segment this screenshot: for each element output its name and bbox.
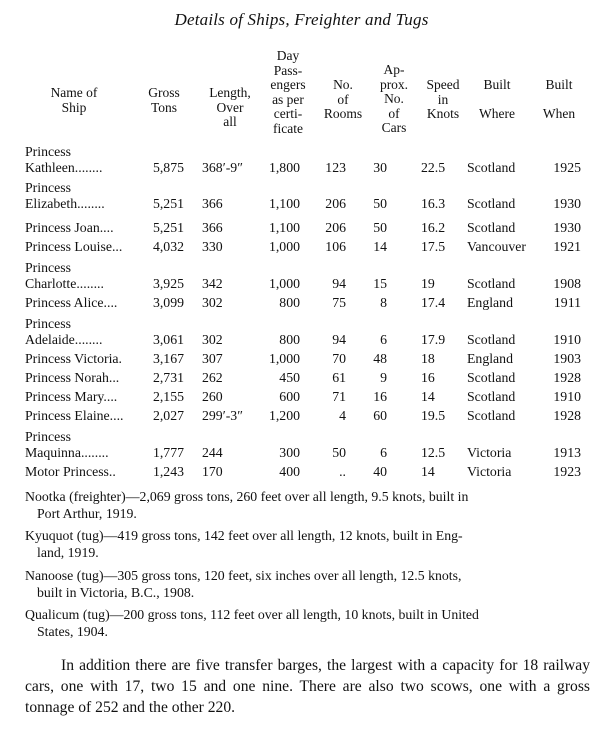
cell-length: 342 xyxy=(202,276,223,291)
cell-rooms: 70 xyxy=(332,351,346,366)
cell-speed: 12.5 xyxy=(421,445,446,460)
cell-rooms: 61 xyxy=(332,370,346,385)
cell-passengers: 1,200 xyxy=(268,408,300,423)
ship-name-prefix-text: Princess xyxy=(25,260,71,275)
cell-tons: 3,167 xyxy=(152,351,184,366)
note-item xyxy=(25,488,590,522)
ship-name: Princess Louise... xyxy=(25,239,123,254)
cell-where: Scotland xyxy=(467,408,516,423)
note-line: land, 1919. xyxy=(37,545,99,561)
cell-cars: 50 xyxy=(373,196,387,211)
cell-when: 1913 xyxy=(553,445,581,460)
cell-tons: 4,032 xyxy=(152,239,184,254)
ship-name: Princess Victoria. xyxy=(25,351,123,366)
cell-tons: 1,777 xyxy=(152,445,184,460)
cell-speed: 17.5 xyxy=(421,239,446,254)
cell-cars: 8 xyxy=(380,295,387,310)
header-line: When xyxy=(542,106,576,122)
note-line: built in Victoria, B.C., 1908. xyxy=(37,585,195,601)
cell-speed: 14 xyxy=(421,464,435,479)
header-line: of xyxy=(337,91,349,107)
ship-name-prefix-text: Princess xyxy=(25,429,71,444)
ship-name: Elizabeth........ xyxy=(25,196,105,211)
cell-rooms: 71 xyxy=(332,389,346,404)
cell-rooms: 106 xyxy=(325,239,346,254)
cell-length: 260 xyxy=(202,389,223,404)
cell-length: 170 xyxy=(202,464,223,479)
cell-rooms: 4 xyxy=(339,408,346,423)
header-line: Over xyxy=(216,99,244,115)
cell-tons: 2,731 xyxy=(152,370,184,385)
cell-passengers: 1,000 xyxy=(268,276,300,291)
cell-speed: 22.5 xyxy=(421,160,446,175)
header-rooms xyxy=(316,78,370,122)
cell-length: 366 xyxy=(202,196,223,211)
cell-when: 1911 xyxy=(553,295,581,310)
cell-length: 368′-9″ xyxy=(202,160,243,175)
cell-passengers: 600 xyxy=(279,389,300,404)
cell-rooms: 123 xyxy=(325,160,346,175)
cell-speed: 19 xyxy=(421,276,435,291)
header-line: as per xyxy=(272,91,304,107)
cell-tons: 5,251 xyxy=(152,196,184,211)
header-line: No. xyxy=(333,77,353,92)
cell-when: 1930 xyxy=(553,220,581,235)
cell-tons: 2,155 xyxy=(152,389,184,404)
cell-speed: 16.3 xyxy=(421,196,446,211)
cell-when: 1908 xyxy=(553,276,581,291)
header-line: Ship xyxy=(61,99,87,115)
cell-when: 1925 xyxy=(553,160,581,175)
cell-where: Scotland xyxy=(467,389,516,404)
closing-paragraph: In addition there are five transfer barges, the largest with a capacity for 18 railway cars, one with 17, two 15 and one nine. There are also two scows, one with a gross tonnage of 252 and the other 220. xyxy=(25,657,590,716)
cell-where: Victoria xyxy=(467,445,512,460)
page-title: Details of Ships, Freighter and Tugs xyxy=(174,10,429,29)
cell-rooms: 50 xyxy=(332,445,346,460)
note-line: Nanoose (tug)—305 gross tons, 120 feet, six inches over all length, 12.5 knots, xyxy=(25,568,462,583)
header-length xyxy=(200,86,260,130)
header-line: Tons xyxy=(150,99,178,115)
ship-name: Kathleen........ xyxy=(25,160,103,175)
header-line: No. xyxy=(384,91,404,107)
header-line: Built xyxy=(483,77,511,92)
note-line: Kyuquot (tug)—419 gross tons, 142 feet over all length, 12 knots, built in Eng- xyxy=(25,528,463,543)
header-line: Cars xyxy=(381,120,407,136)
cell-length: 299′-3″ xyxy=(202,408,243,423)
cell-rooms: 206 xyxy=(325,220,346,235)
cell-where: Scotland xyxy=(467,160,516,175)
note-line: States, 1904. xyxy=(37,624,108,640)
cell-cars: 16 xyxy=(373,389,387,404)
cell-passengers: 800 xyxy=(279,332,300,347)
header-where xyxy=(472,78,522,122)
cell-where: England xyxy=(467,351,513,366)
ship-name: Maquinna........ xyxy=(25,445,109,460)
cell-cars: 50 xyxy=(373,220,387,235)
cell-cars: 15 xyxy=(373,276,387,291)
ship-name: Princess Mary.... xyxy=(25,389,118,404)
cell-where: Scotland xyxy=(467,220,516,235)
header-line: prox. xyxy=(379,76,409,92)
ship-name: Motor Princess.. xyxy=(25,464,116,479)
cell-speed: 17.4 xyxy=(421,295,446,310)
cell-cars: 9 xyxy=(380,370,387,385)
header-line: Speed xyxy=(426,77,460,92)
ship-name: Princess Norah... xyxy=(25,370,120,385)
note-line: Nootka (freighter)—2,069 gross tons, 260 feet over all length, 9.5 knots, built in xyxy=(25,489,469,504)
cell-tons: 1,243 xyxy=(152,464,184,479)
cell-tons: 3,099 xyxy=(152,295,184,310)
cell-cars: 60 xyxy=(373,408,387,423)
cell-passengers: 1,000 xyxy=(268,239,300,254)
header-line: ficate xyxy=(273,120,303,136)
header-passengers xyxy=(262,49,314,137)
cell-cars: 48 xyxy=(373,351,387,366)
header-line: Built xyxy=(545,77,573,92)
ship-name-prefix-text: Princess xyxy=(25,144,71,159)
cell-where: Victoria xyxy=(467,464,512,479)
cell-passengers: 800 xyxy=(279,295,300,310)
cell-speed: 17.9 xyxy=(421,332,446,347)
header-line: engers xyxy=(270,77,306,93)
header-line: in xyxy=(437,91,449,107)
cell-rooms: .. xyxy=(339,464,346,479)
header-when xyxy=(534,78,584,122)
header-tons xyxy=(140,86,188,115)
cell-length: 244 xyxy=(202,445,223,460)
cell-rooms: 94 xyxy=(332,332,346,347)
header-line: Day xyxy=(276,48,300,63)
header-speed xyxy=(418,78,468,122)
ship-name-prefix-text: Princess xyxy=(25,316,71,331)
cell-tons: 2,027 xyxy=(152,408,184,423)
cell-length: 262 xyxy=(202,370,223,385)
cell-passengers: 450 xyxy=(279,370,300,385)
note-item xyxy=(25,527,590,561)
cell-speed: 16.2 xyxy=(421,220,446,235)
header-line: Gross xyxy=(148,85,180,100)
cell-tons: 3,061 xyxy=(152,332,184,347)
cell-speed: 16 xyxy=(421,370,435,385)
cell-speed: 14 xyxy=(421,389,435,404)
header-line: certi- xyxy=(273,106,303,122)
cell-where: Vancouver xyxy=(467,239,526,254)
cell-when: 1910 xyxy=(553,389,581,404)
header-line: Where xyxy=(479,106,515,122)
cell-passengers: 1,800 xyxy=(268,160,300,175)
header-line: Knots xyxy=(426,106,460,122)
cell-cars: 6 xyxy=(380,445,387,460)
cell-when: 1928 xyxy=(553,408,581,423)
cell-when: 1928 xyxy=(553,370,581,385)
cell-where: Scotland xyxy=(467,332,516,347)
ship-name: Princess Alice.... xyxy=(25,295,118,310)
note-item xyxy=(25,606,590,640)
note-line: Port Arthur, 1919. xyxy=(37,506,137,522)
cell-when: 1903 xyxy=(553,351,581,366)
cell-length: 307 xyxy=(202,351,223,366)
cell-length: 302 xyxy=(202,332,223,347)
ship-name: Princess Joan.... xyxy=(25,220,114,235)
header-line: Rooms xyxy=(323,106,363,122)
cell-passengers: 300 xyxy=(279,445,300,460)
cell-cars: 14 xyxy=(373,239,387,254)
cell-where: Scotland xyxy=(467,370,516,385)
cell-tons: 5,251 xyxy=(152,220,184,235)
note-item xyxy=(25,567,590,601)
cell-speed: 18 xyxy=(421,351,435,366)
header-name xyxy=(40,86,108,115)
cell-rooms: 75 xyxy=(332,295,346,310)
ship-name: Princess Elaine.... xyxy=(25,408,124,423)
cell-where: Scotland xyxy=(467,196,516,211)
cell-when: 1910 xyxy=(553,332,581,347)
cell-when: 1921 xyxy=(553,239,581,254)
ship-name: Adelaide........ xyxy=(25,332,103,347)
ship-name: Charlotte........ xyxy=(25,276,104,291)
header-line: Name of xyxy=(50,85,98,100)
cell-passengers: 1,100 xyxy=(268,220,300,235)
ship-name-prefix-text: Princess xyxy=(25,180,71,195)
header-line: Pass- xyxy=(273,62,303,78)
header-line: of xyxy=(388,105,400,121)
cell-passengers: 1,000 xyxy=(268,351,300,366)
header-cars xyxy=(372,63,416,136)
cell-length: 366 xyxy=(202,220,223,235)
cell-cars: 6 xyxy=(380,332,387,347)
cell-when: 1930 xyxy=(553,196,581,211)
cell-rooms: 94 xyxy=(332,276,346,291)
cell-where: England xyxy=(467,295,513,310)
cell-length: 302 xyxy=(202,295,223,310)
cell-passengers: 400 xyxy=(279,464,300,479)
cell-rooms: 206 xyxy=(325,196,346,211)
cell-cars: 40 xyxy=(373,464,387,479)
note-line: Qualicum (tug)—200 gross tons, 112 feet over all length, 10 knots, built in United xyxy=(25,607,479,622)
cell-speed: 19.5 xyxy=(421,408,446,423)
cell-length: 330 xyxy=(202,239,223,254)
cell-tons: 5,875 xyxy=(152,160,184,175)
cell-passengers: 1,100 xyxy=(268,196,300,211)
header-line: Ap- xyxy=(383,62,405,77)
cell-cars: 30 xyxy=(373,160,387,175)
cell-tons: 3,925 xyxy=(152,276,184,291)
cell-when: 1923 xyxy=(553,464,581,479)
header-line: Length, xyxy=(209,85,251,100)
cell-where: Scotland xyxy=(467,276,516,291)
header-line: all xyxy=(223,114,237,130)
